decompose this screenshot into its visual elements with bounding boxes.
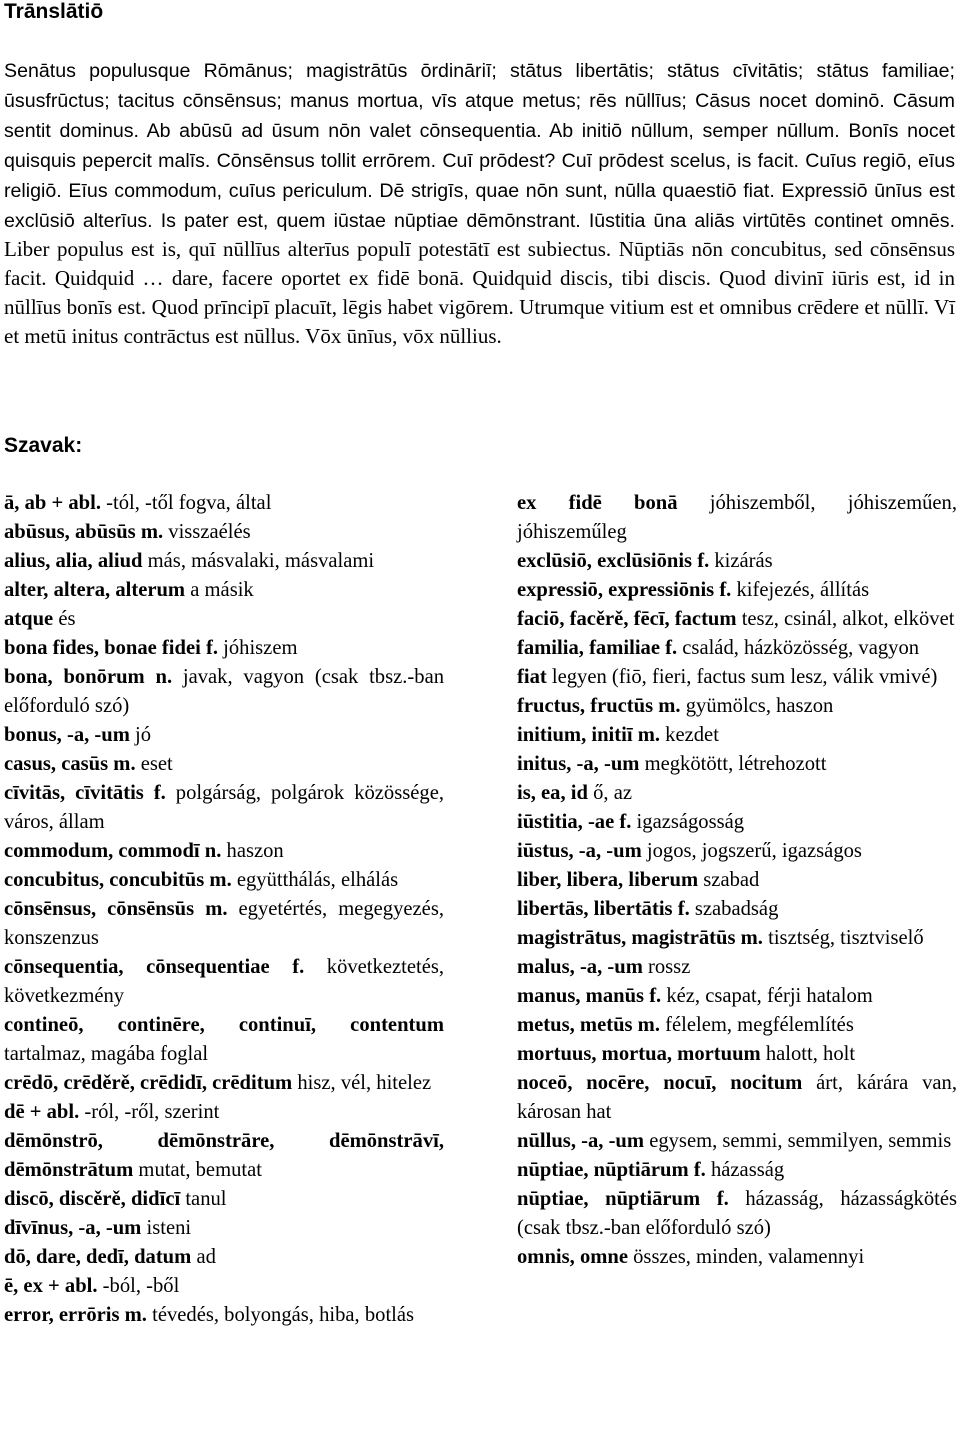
vocab-term: discō, discěrě, didīcī xyxy=(4,1188,181,1210)
vocab-definition: család, házközösség, vagyon xyxy=(677,637,920,659)
vocab-entry xyxy=(517,1243,957,1272)
vocab-entry xyxy=(4,721,444,750)
vocab-term: cōnsequentia, cōnsequentiae f. xyxy=(4,956,305,978)
vocab-definition: tesz, csinál, alkot, elkövet xyxy=(736,608,955,630)
translation-segment: Ab abūsū ad ūsum nōn valet cōnsequentia. Ab initiō nūllum, semper nūllum. Bonīs nocet quisquis pepercit malīs. Cōnsēnsus tollit errōrem. Cuī prōdest? Cuī prōdest scelus, is facit. Cuīus regiō, eīus religiō. Eīus commodum, cuīus periculum. Dē strigīs, quae nōn sunt, nūlla quaestiō fiat. Expressiō ūnīus est exclūsiō alterīus. Is pater est, quem iūstae nūptiae dēmōnstrant. Iūstitia ūna aliās virtūtēs continet omnēs. xyxy=(4,119,955,232)
vocab-entry xyxy=(4,634,444,663)
vocab-definition: rossz xyxy=(642,956,691,978)
vocab-definition: tartalmaz, magába foglal xyxy=(4,1043,209,1065)
vocab-definition: -tól, -től fogva, által xyxy=(101,492,272,514)
vocab-entry xyxy=(4,953,444,1011)
vocab-entry xyxy=(517,1156,957,1185)
vocab-entry xyxy=(4,895,444,953)
vocab-entry xyxy=(4,489,444,518)
vocab-definition: kezdet xyxy=(660,724,719,746)
vocab-term: omnis, omne xyxy=(517,1246,628,1268)
vocab-term: bona fides, bonae fidei f. xyxy=(4,637,218,659)
vocab-entry xyxy=(4,1214,444,1243)
vocab-term: iūstitia, -ae f. xyxy=(517,811,632,833)
vocab-definition: kéz, csapat, férji hatalom xyxy=(661,985,873,1007)
vocab-entry xyxy=(517,924,957,953)
vocab-term: malus, -a, -um xyxy=(517,956,643,978)
vocab-term: familia, familiae f. xyxy=(517,637,678,659)
vocab-entry xyxy=(4,1069,444,1098)
vocab-entry xyxy=(517,634,957,663)
vocab-definition: hisz, vél, hitelez xyxy=(292,1072,432,1094)
vocab-term: metus, metūs m. xyxy=(517,1014,660,1036)
vocab-definition: és xyxy=(53,608,76,630)
vocab-term: dēmōnstrō, dēmōnstrāre, dēmōnstrāvī, dēmōnstrātum xyxy=(4,1130,444,1181)
vocab-term: concubitus, concubitūs m. xyxy=(4,869,232,891)
vocab-entry xyxy=(517,1127,957,1156)
vocab-entry xyxy=(4,605,444,634)
vocab-term: casus, casūs m. xyxy=(4,753,136,775)
vocab-term: bonus, -a, -um xyxy=(4,724,130,746)
vocab-term: initium, initiī m. xyxy=(517,724,661,746)
translation-segment: Senātus populusque Rōmānus; magistrātūs ōrdināriī; stātus libertātis; stātus cīvitātis; stātus familiae; ūsusfrūctus; tacitus cōnsēnsus; manus mortua, vīs atque metus; rēs nūllīus; Cāsus nocet dominō. Cāsum sentit dominus. xyxy=(4,60,955,142)
vocab-entry xyxy=(4,576,444,605)
vocab-definition: mutat, bemutat xyxy=(133,1159,262,1181)
vocab-entry xyxy=(4,750,444,779)
vocab-definition: javak, vagyon (csak tbsz.-ban előforduló szó) xyxy=(4,666,445,717)
vocab-term: bona, bonōrum n. xyxy=(4,666,173,688)
vocab-entry xyxy=(4,1185,444,1214)
vocab-term: cōnsēnsus, cōnsēnsūs m. xyxy=(4,898,228,920)
vocab-definition: árt, kárára van, károsan hat xyxy=(517,1072,957,1123)
vocab-definition: tévedés, bolyongás, hiba, botlás xyxy=(146,1304,415,1326)
vocab-definition: polgárság, polgárok közössége, város, állam xyxy=(4,782,444,833)
vocab-definition: gyümölcs, haszon xyxy=(680,695,834,717)
vocab-definition: halott, holt xyxy=(760,1043,856,1065)
vocab-term: nūllus, -a, -um xyxy=(517,1130,645,1152)
vocab-term: manus, manūs f. xyxy=(517,985,662,1007)
vocab-definition: ő, az xyxy=(587,782,632,804)
vocab-entry xyxy=(4,1127,444,1185)
vocab-term: nūptiae, nūptiārum f. xyxy=(517,1159,706,1181)
vocab-definition: -ról, -ről, szerint xyxy=(79,1101,220,1123)
vocab-entry xyxy=(517,750,957,779)
vocab-term: magistrātus, magistrātūs m. xyxy=(517,927,763,949)
vocab-entry xyxy=(517,721,957,750)
vocab-entry xyxy=(517,1185,957,1243)
vocab-term: dīvīnus, -a, -um xyxy=(4,1217,142,1239)
vocab-entry xyxy=(517,779,957,808)
vocab-entry xyxy=(4,866,444,895)
vocab-term: expressiō, expressiōnis f. xyxy=(517,579,732,601)
vocab-entry xyxy=(4,547,444,576)
vocab-term: alter, altera, alterum xyxy=(4,579,186,601)
vocab-term: atque xyxy=(4,608,54,630)
vocab-definition: kizárás xyxy=(709,550,773,572)
translation-paragraph xyxy=(4,56,955,351)
vocab-definition: legyen (fiō, fieri, factus sum lesz, válik vmivé) xyxy=(546,666,938,688)
vocab-entry xyxy=(4,1301,444,1330)
vocab-entry xyxy=(4,837,444,866)
vocab-term: error, errōris m. xyxy=(4,1304,147,1326)
vocab-definition: jogos, jogszerű, igazságos xyxy=(641,840,862,862)
vocab-definition: félelem, megfélemlítés xyxy=(660,1014,854,1036)
vocab-term: alius, alia, aliud xyxy=(4,550,143,572)
vocab-entry xyxy=(517,866,957,895)
vocab-entry xyxy=(4,518,444,547)
vocab-definition: jóhiszemből, jóhiszeműen, jóhiszeműleg xyxy=(517,492,957,543)
vocab-entry xyxy=(517,489,957,547)
vocab-term: faciō, facěrě, fēcī, factum xyxy=(517,608,737,630)
vocab-entry xyxy=(517,692,957,721)
vocab-definition: ad xyxy=(191,1246,216,1268)
vocab-definition: isteni xyxy=(141,1217,192,1239)
vocab-term: fiat xyxy=(517,666,547,688)
vocab-entry xyxy=(4,779,444,837)
vocab-term: abūsus, abūsūs m. xyxy=(4,521,164,543)
vocab-entry xyxy=(517,837,957,866)
vocab-definition: visszaélés xyxy=(163,521,251,543)
vocab-entry xyxy=(4,1272,444,1301)
vocab-term: iūstus, -a, -um xyxy=(517,840,642,862)
vocab-definition: házasság, házasságkötés (csak tbsz.-ban előforduló szó) xyxy=(517,1188,957,1239)
page-title: Trānslātiō xyxy=(4,0,104,23)
vocab-definition: jó xyxy=(129,724,152,746)
vocab-entry xyxy=(517,895,957,924)
vocab-term: initus, -a, -um xyxy=(517,753,640,775)
vocab-definition: tisztség, tisztviselő xyxy=(762,927,924,949)
vocab-entry xyxy=(517,982,957,1011)
vocab-term: is, ea, id xyxy=(517,782,588,804)
vocab-definition: -ból, -ből xyxy=(97,1275,180,1297)
vocab-definition: együtthálás, elhálás xyxy=(231,869,399,891)
vocab-definition: tanul xyxy=(180,1188,227,1210)
vocab-column-left xyxy=(4,489,444,1330)
vocab-term: cīvitās, cīvitātis f. xyxy=(4,782,166,804)
translation-segment: Liber populus est is, quī nūllīus alterīus populī potestātī est subiectus. Nūptiās nōn concubitus, sed cōnsēnsus facit. Quidquid … dare, facere oportet ex fidē bonā. Quidquid discis, tibi discis. Quod divinī iūris est, id in nūllīus bonīs est. Quod prīncipī placuīt, lēgis habet vigōrem. Utrumque vitium est et omnibus crēdere et nūllī. Vī et metū initus contrāctus est nūllus. Vōx ūnīus, vōx nūllius. xyxy=(4,237,955,349)
vocab-column-right xyxy=(517,489,957,1272)
vocab-entry xyxy=(517,663,957,692)
vocab-definition: egyetértés, megegyezés, konszenzus xyxy=(4,898,444,949)
vocab-entry xyxy=(517,1011,957,1040)
vocab-term: nūptiae, nūptiārum f. xyxy=(517,1188,729,1210)
vocab-term: ē, ex + abl. xyxy=(4,1275,98,1297)
vocab-term: liber, libera, liberum xyxy=(517,869,699,891)
vocab-term: libertās, libertātis f. xyxy=(517,898,690,920)
vocab-definition: következtetés, következmény xyxy=(4,956,444,1007)
vocab-definition: kifejezés, állítás xyxy=(731,579,870,601)
vocab-definition: más, másvalaki, másvalami xyxy=(142,550,375,572)
vocab-entry xyxy=(517,576,957,605)
vocab-term: dē + abl. xyxy=(4,1101,80,1123)
vocab-entry xyxy=(517,605,957,634)
vocab-entry xyxy=(517,547,957,576)
vocab-term: dō, dare, dedī, datum xyxy=(4,1246,192,1268)
vocab-term: contineō, continēre, continuī, contentum xyxy=(4,1014,444,1036)
vocab-entry xyxy=(4,1243,444,1272)
vocab-entry xyxy=(517,808,957,837)
vocab-term: ā, ab + abl. xyxy=(4,492,101,514)
vocab-term: mortuus, mortua, mortuum xyxy=(517,1043,761,1065)
vocab-definition: haszon xyxy=(221,840,284,862)
vocab-definition: szabad xyxy=(698,869,760,891)
vocab-definition: egysem, semmi, semmilyen, semmis xyxy=(644,1130,952,1152)
vocab-term: commodum, commodī n. xyxy=(4,840,222,862)
vocab-definition: megkötött, létrehozott xyxy=(639,753,827,775)
vocab-term: noceō, nocēre, nocuī, nocitum xyxy=(517,1072,803,1094)
vocab-definition: eset xyxy=(135,753,173,775)
vocab-entry xyxy=(517,1040,957,1069)
vocab-entry xyxy=(4,663,444,721)
vocab-term: crēdō, crēděrě, crēdidī, crēditum xyxy=(4,1072,293,1094)
vocab-term: fructus, fructūs m. xyxy=(517,695,681,717)
vocab-definition: összes, minden, valamennyi xyxy=(627,1246,865,1268)
vocab-entry xyxy=(517,953,957,982)
vocab-term: exclūsiō, exclūsiōnis f. xyxy=(517,550,710,572)
vocab-term: ex fidē bonā xyxy=(517,492,678,514)
vocab-definition: házasság xyxy=(705,1159,785,1181)
vocab-heading: Szavak: xyxy=(4,434,83,457)
vocab-definition: jóhiszem xyxy=(217,637,298,659)
vocab-definition: igazságosság xyxy=(631,811,745,833)
vocab-definition: a másik xyxy=(185,579,254,601)
vocab-entry xyxy=(4,1098,444,1127)
vocab-definition: szabadság xyxy=(689,898,779,920)
vocab-entry xyxy=(517,1069,957,1127)
vocab-entry xyxy=(4,1011,444,1069)
